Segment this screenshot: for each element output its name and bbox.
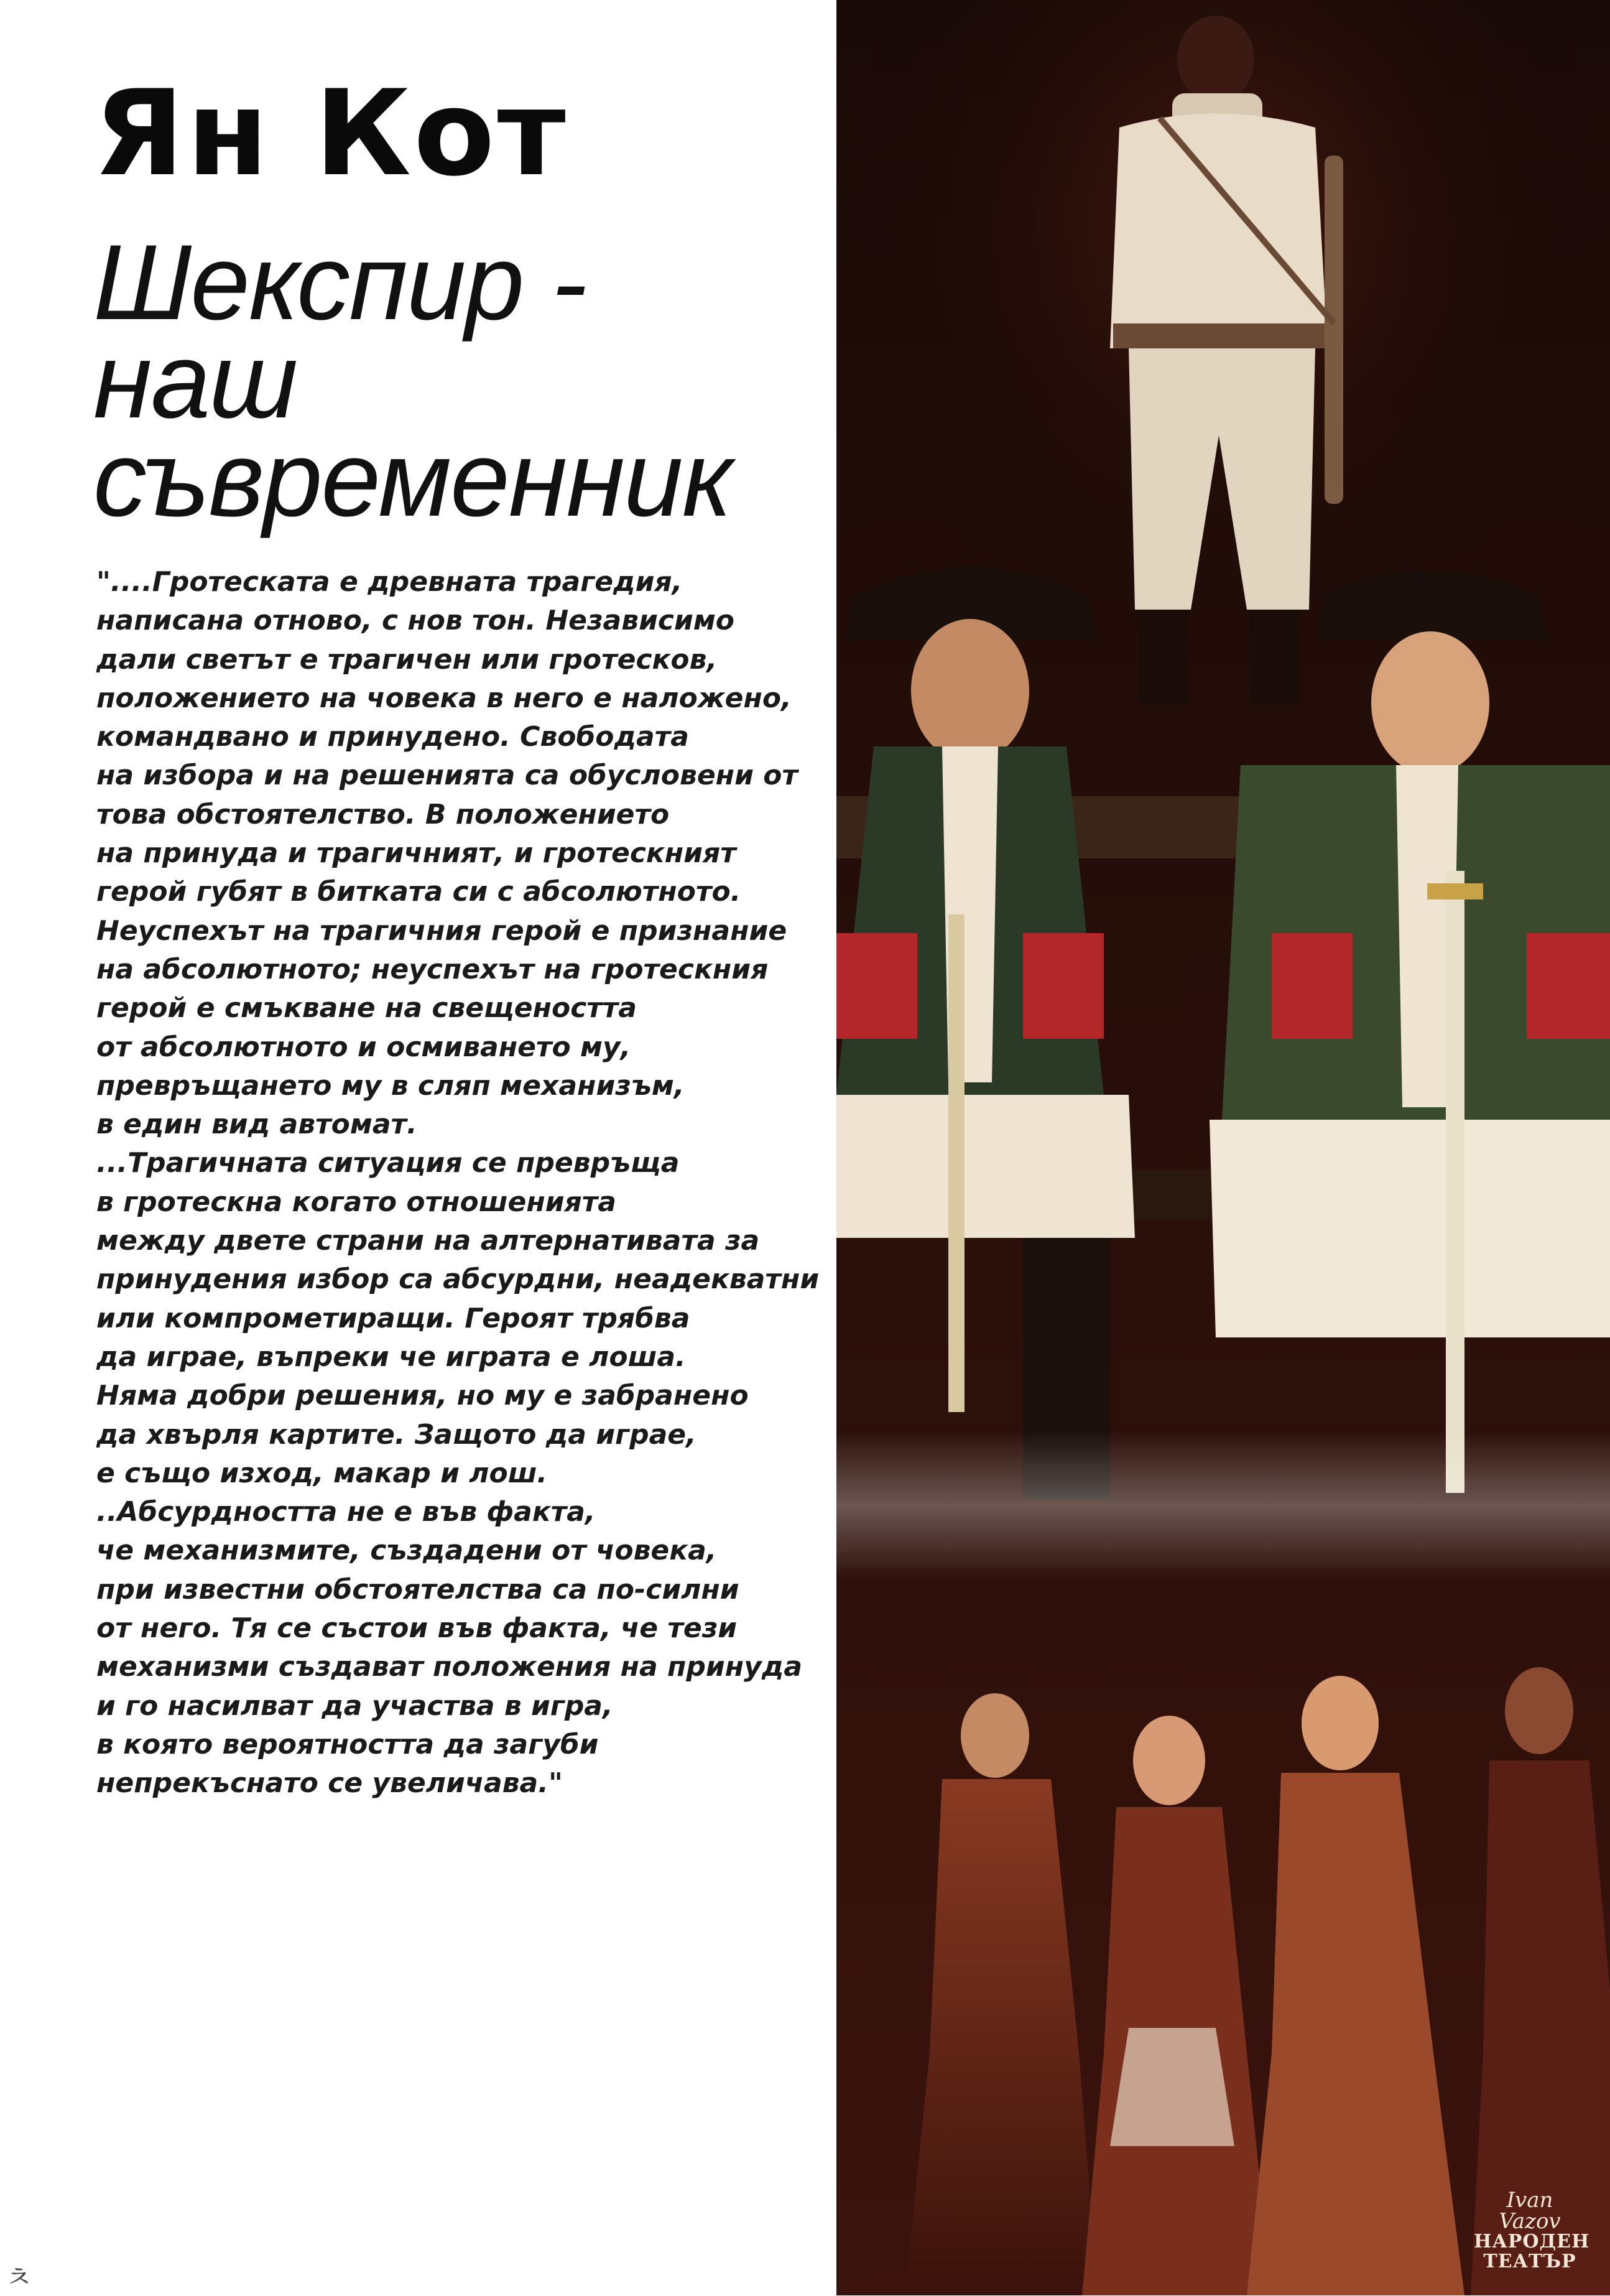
national-theatre-logo xyxy=(1474,2188,1590,2272)
quote-line: положението на човека в него е наложено, xyxy=(96,682,792,714)
quote-line: при известни обстоятелства са по-силни xyxy=(96,1573,739,1606)
author-name: Ян Кот xyxy=(93,65,568,202)
quote-line: да играе, въпреки че играта е лоша. xyxy=(96,1341,686,1373)
quote-line: на принуда и трагичният, и гротескният xyxy=(96,837,736,870)
quote-line: в гротескна когато отношенията xyxy=(96,1186,616,1218)
quote-line: герой е смъкване на свещеността xyxy=(96,992,637,1025)
quote-line: на избора и на решенията са обусловени от xyxy=(96,760,798,792)
quote-line: ...Трагичната ситуация се превръща xyxy=(96,1147,680,1179)
quote-line: герой губят в битката си с абсолютното. xyxy=(96,876,741,908)
title-line: Шекспир - xyxy=(93,223,586,342)
quote-line: или компрометиращи. Героят трябва xyxy=(96,1302,690,1334)
quote-line: в която вероятността да загуби xyxy=(96,1728,599,1760)
quote-line: механизми създават положения на принуда xyxy=(96,1651,803,1683)
quote-line: от него. Тя се състои във факта, че тези xyxy=(96,1612,738,1645)
quote-line: Неуспехът на трагичния герой е признание xyxy=(96,914,787,947)
quote-line: непрекъснато се увеличава." xyxy=(96,1767,563,1800)
quote-line: да хвърля картите. Защото да играе, xyxy=(96,1418,696,1451)
logo-signature: Ivan Vazov xyxy=(1499,2188,1561,2234)
logo-line2: ТЕАТЪР xyxy=(1483,2250,1576,2272)
quote-line: между двете страни на алтернативата за xyxy=(96,1225,760,1257)
quote-line: и го насилват да участва в игра, xyxy=(96,1689,613,1722)
quote-line: принудения избор са абсурдни, неадекватни xyxy=(96,1263,820,1296)
quote-line: от абсолютното и осмиването му, xyxy=(96,1031,631,1063)
quote-line: на абсолютното; неуспехът на гротескния xyxy=(96,953,769,985)
quote-block xyxy=(96,563,830,1803)
quote-line: това обстоятелство. В положението xyxy=(96,798,670,830)
stage-photo xyxy=(836,0,1610,2295)
quote-line: в един вид автомат. xyxy=(96,1108,417,1141)
quote-line: Няма добри решения, но му е забранено xyxy=(96,1380,749,1412)
quote-line: е също изход, макар и лош. xyxy=(96,1457,548,1489)
quote-line: че механизмите, създадени от човека, xyxy=(96,1535,717,1567)
title-line: съвременник xyxy=(93,419,731,539)
page-mark: ㅊ xyxy=(5,2261,33,2294)
quote-line: командвано и принудено. Свободата xyxy=(96,721,689,753)
quote-line: "....Гротеската е древната трагедия, xyxy=(96,566,683,598)
quote-line: написана отново, с нов тон. Независимо xyxy=(96,605,735,637)
quote-line: ..Абсурдността не е във факта, xyxy=(96,1496,596,1528)
stage-photo-illustration xyxy=(836,0,1610,2295)
title-line: наш xyxy=(93,321,297,441)
book-title xyxy=(93,223,808,539)
quote-line: дали светът е трагичен или гротесков, xyxy=(96,643,718,676)
quote-line: превръщането му в сляп механизъм, xyxy=(96,1069,685,1102)
logo-line1: НАРОДЕН xyxy=(1474,2231,1590,2252)
